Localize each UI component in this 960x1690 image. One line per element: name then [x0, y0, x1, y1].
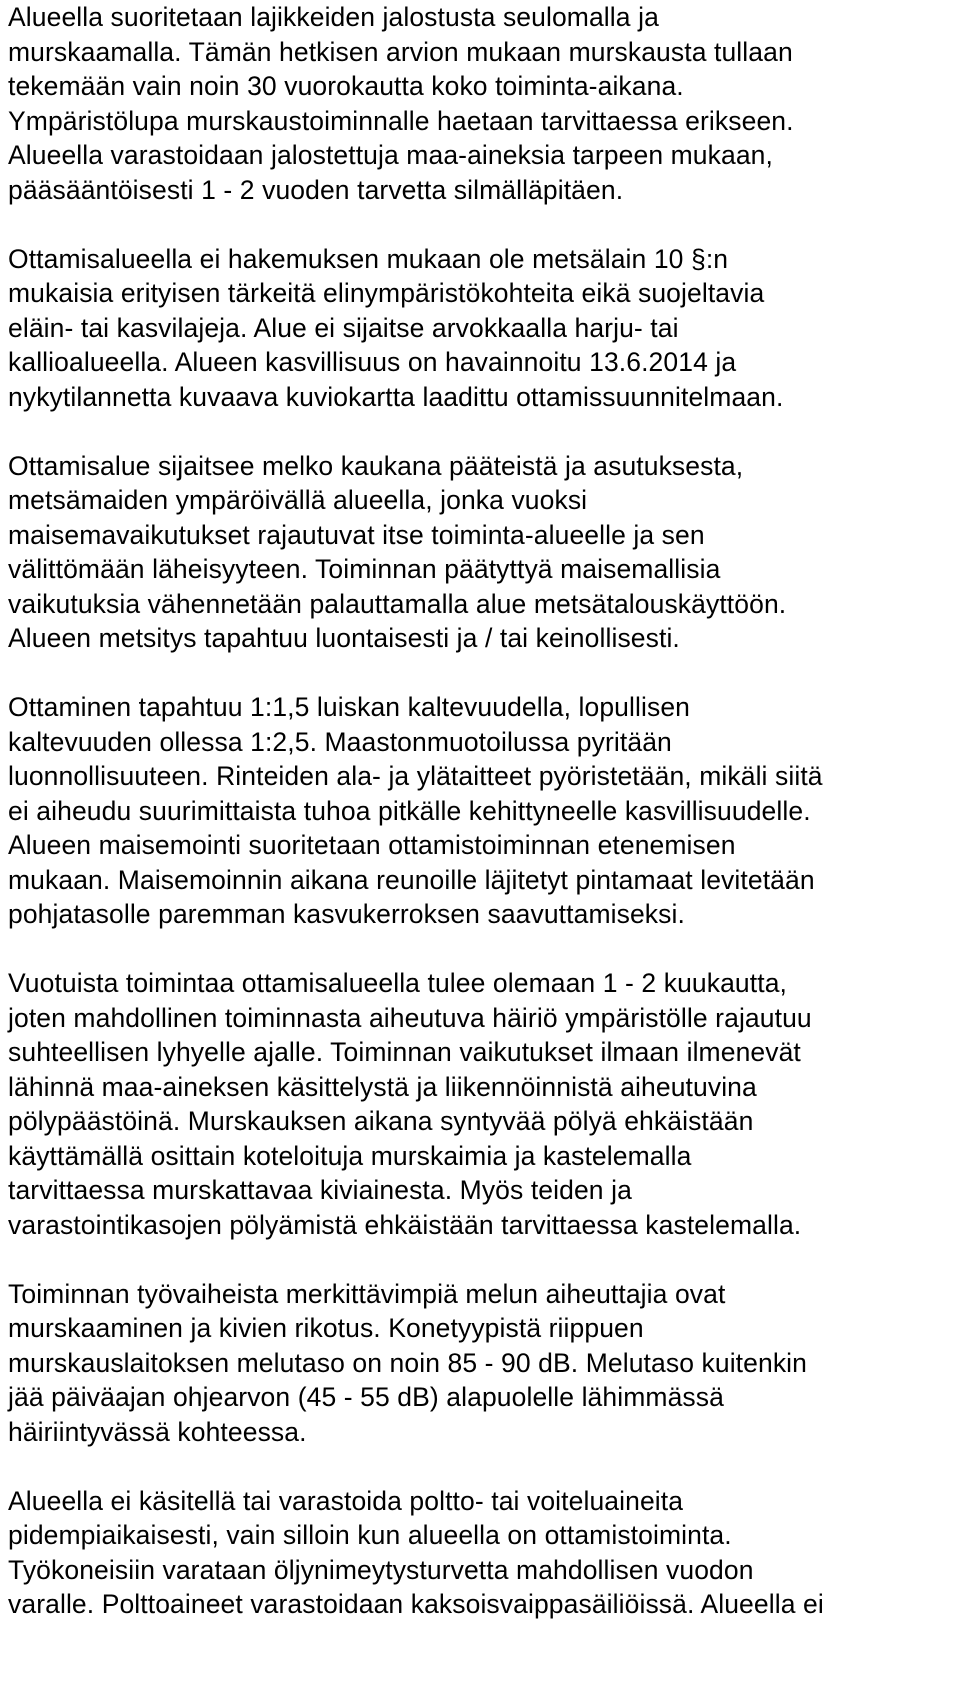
text-line: Toiminnan työvaiheista merkittävimpiä melun aiheuttajia ovat: [8, 1278, 726, 1309]
text-line: pohjatasolle paremman kasvukerroksen saavuttamiseksi.: [8, 899, 685, 929]
paragraph-habitats: [8, 242, 960, 415]
paragraph-slopes: [8, 690, 960, 932]
text-line: Vuotuista toimintaa ottamisalueella tulee olemaan 1 - 2 kuukautta,: [8, 968, 787, 998]
text-line: Alueen maisemointi suoritetaan ottamistoiminnan etenemisen: [8, 830, 736, 860]
text-line: metsämaiden ympäröivällä alueella, jonka vuoksi: [8, 485, 588, 515]
text-line: mukaan. Maisemoinnin aikana reunoille läjitetyt pintamaat levitetään: [8, 864, 815, 895]
paragraph-processing: [8, 0, 960, 207]
text-line: tarvittaessa murskattavaa kiviainesta. Myös teiden ja: [8, 1175, 632, 1205]
paragraph-gap: [8, 932, 960, 967]
text-line: Alueen metsitys tapahtuu luontaisesti ja / tai keinollisesti.: [8, 623, 680, 653]
text-line: suhteellisen lyhyelle ajalle. Toiminnan vaikutukset ilmaan ilmenevät: [8, 1037, 801, 1067]
text-line: Alueella varastoidaan jalostettuja maa-aineksia tarpeen mukaan,: [8, 140, 773, 170]
text-line: Alueella suoritetaan lajikkeiden jalostusta seulomalla ja: [8, 2, 659, 32]
paragraph-dust: [8, 966, 960, 1242]
text-line: käyttämällä osittain koteloituja murskaimia ja kastelemalla: [8, 1140, 692, 1171]
text-line: nykytilannetta kuvaava kuviokartta laadittu ottamissuunnitelmaan.: [8, 381, 784, 412]
text-line: ei aiheudu suurimittaista tuhoa pitkälle kehittyneelle kasvillisuudelle.: [8, 795, 811, 826]
text-line: murskaamalla. Tämän hetkisen arvion mukaan murskausta tullaan: [8, 36, 793, 67]
text-line: pidempiaikaisesti, vain silloin kun alueella on ottamistoiminta.: [8, 1520, 732, 1550]
paragraph-fuels: [8, 1484, 960, 1622]
text-line: Ympäristölupa murskaustoiminnalle haetaan tarvittaessa erikseen.: [8, 105, 794, 136]
text-line: murskaaminen ja kivien rikotus. Konetyypistä riippuen: [8, 1313, 644, 1343]
paragraph-gap: [8, 414, 960, 449]
text-line: pääsääntöisesti 1 - 2 vuoden tarvetta silmälläpitäen.: [8, 174, 624, 205]
paragraph-gap: [8, 1449, 960, 1484]
text-line: eläin- tai kasvilajeja. Alue ei sijaitse arvokkaalla harju- tai: [8, 312, 679, 343]
paragraph-gap: [8, 1242, 960, 1277]
text-line: pölypäästöinä. Murskauksen aikana syntyvää pölyä ehkäistään: [8, 1106, 754, 1136]
text-line: Ottaminen tapahtuu 1:1,5 luiskan kaltevuudella, lopullisen: [8, 692, 690, 722]
text-line: kaltevuuden ollessa 1:2,5. Maastonmuotoilussa pyritään: [8, 726, 672, 757]
paragraph-landscape: [8, 449, 960, 656]
text-line: murskauslaitoksen melutaso on noin 85 - 90 dB. Melutaso kuitenkin: [8, 1347, 807, 1378]
text-line: luonnollisuuteen. Rinteiden ala- ja ylätaitteet pyöristetään, mikäli siitä: [8, 761, 823, 791]
text-line: Työkoneisiin varataan öljynimeytysturvetta mahdollisen vuodon: [8, 1554, 754, 1585]
text-line: tekemään vain noin 30 vuorokautta koko toiminta-aikana.: [8, 71, 684, 101]
paragraph-gap: [8, 207, 960, 242]
text-line: Ottamisalueella ei hakemuksen mukaan ole metsälain 10 §:n: [8, 243, 729, 274]
text-line: häiriintyvässä kohteessa.: [8, 1416, 307, 1447]
text-line: vaikutuksia vähennetään palauttamalla alue metsätalouskäyttöön.: [8, 588, 787, 619]
text-line: välittömään läheisyyteen. Toiminnan päätyttyä maisemallisia: [8, 554, 721, 584]
text-line: varalle. Polttoaineet varastoidaan kaksoisvaippasäiliöissä. Alueella ei: [8, 1589, 824, 1619]
text-line: varastointikasojen pölyämistä ehkäistään tarvittaessa kastelemalla.: [8, 1209, 802, 1240]
text-line: joten mahdollinen toiminnasta aiheutuva häiriö ympäristölle rajautuu: [8, 1002, 812, 1033]
document-body: [8, 0, 960, 1622]
paragraph-noise: [8, 1277, 960, 1450]
text-line: lähinnä maa-aineksen käsittelystä ja liikennöinnistä aiheutuvina: [8, 1071, 757, 1102]
paragraph-gap: [8, 656, 960, 691]
text-line: kallioalueella. Alueen kasvillisuus on havainnoitu 13.6.2014 ja: [8, 347, 737, 377]
text-line: Alueella ei käsitellä tai varastoida poltto- tai voiteluaineita: [8, 1485, 684, 1516]
text-line: maisemavaikutukset rajautuvat itse toiminta-alueelle ja sen: [8, 519, 705, 550]
text-line: jää päiväajan ohjearvon (45 - 55 dB) alapuolelle lähimmässä: [8, 1382, 724, 1412]
text-line: mukaisia erityisen tärkeitä elinympäristökohteita eikä suojeltavia: [8, 278, 765, 308]
text-line: Ottamisalue sijaitsee melko kaukana pääteistä ja asutuksesta,: [8, 450, 744, 481]
